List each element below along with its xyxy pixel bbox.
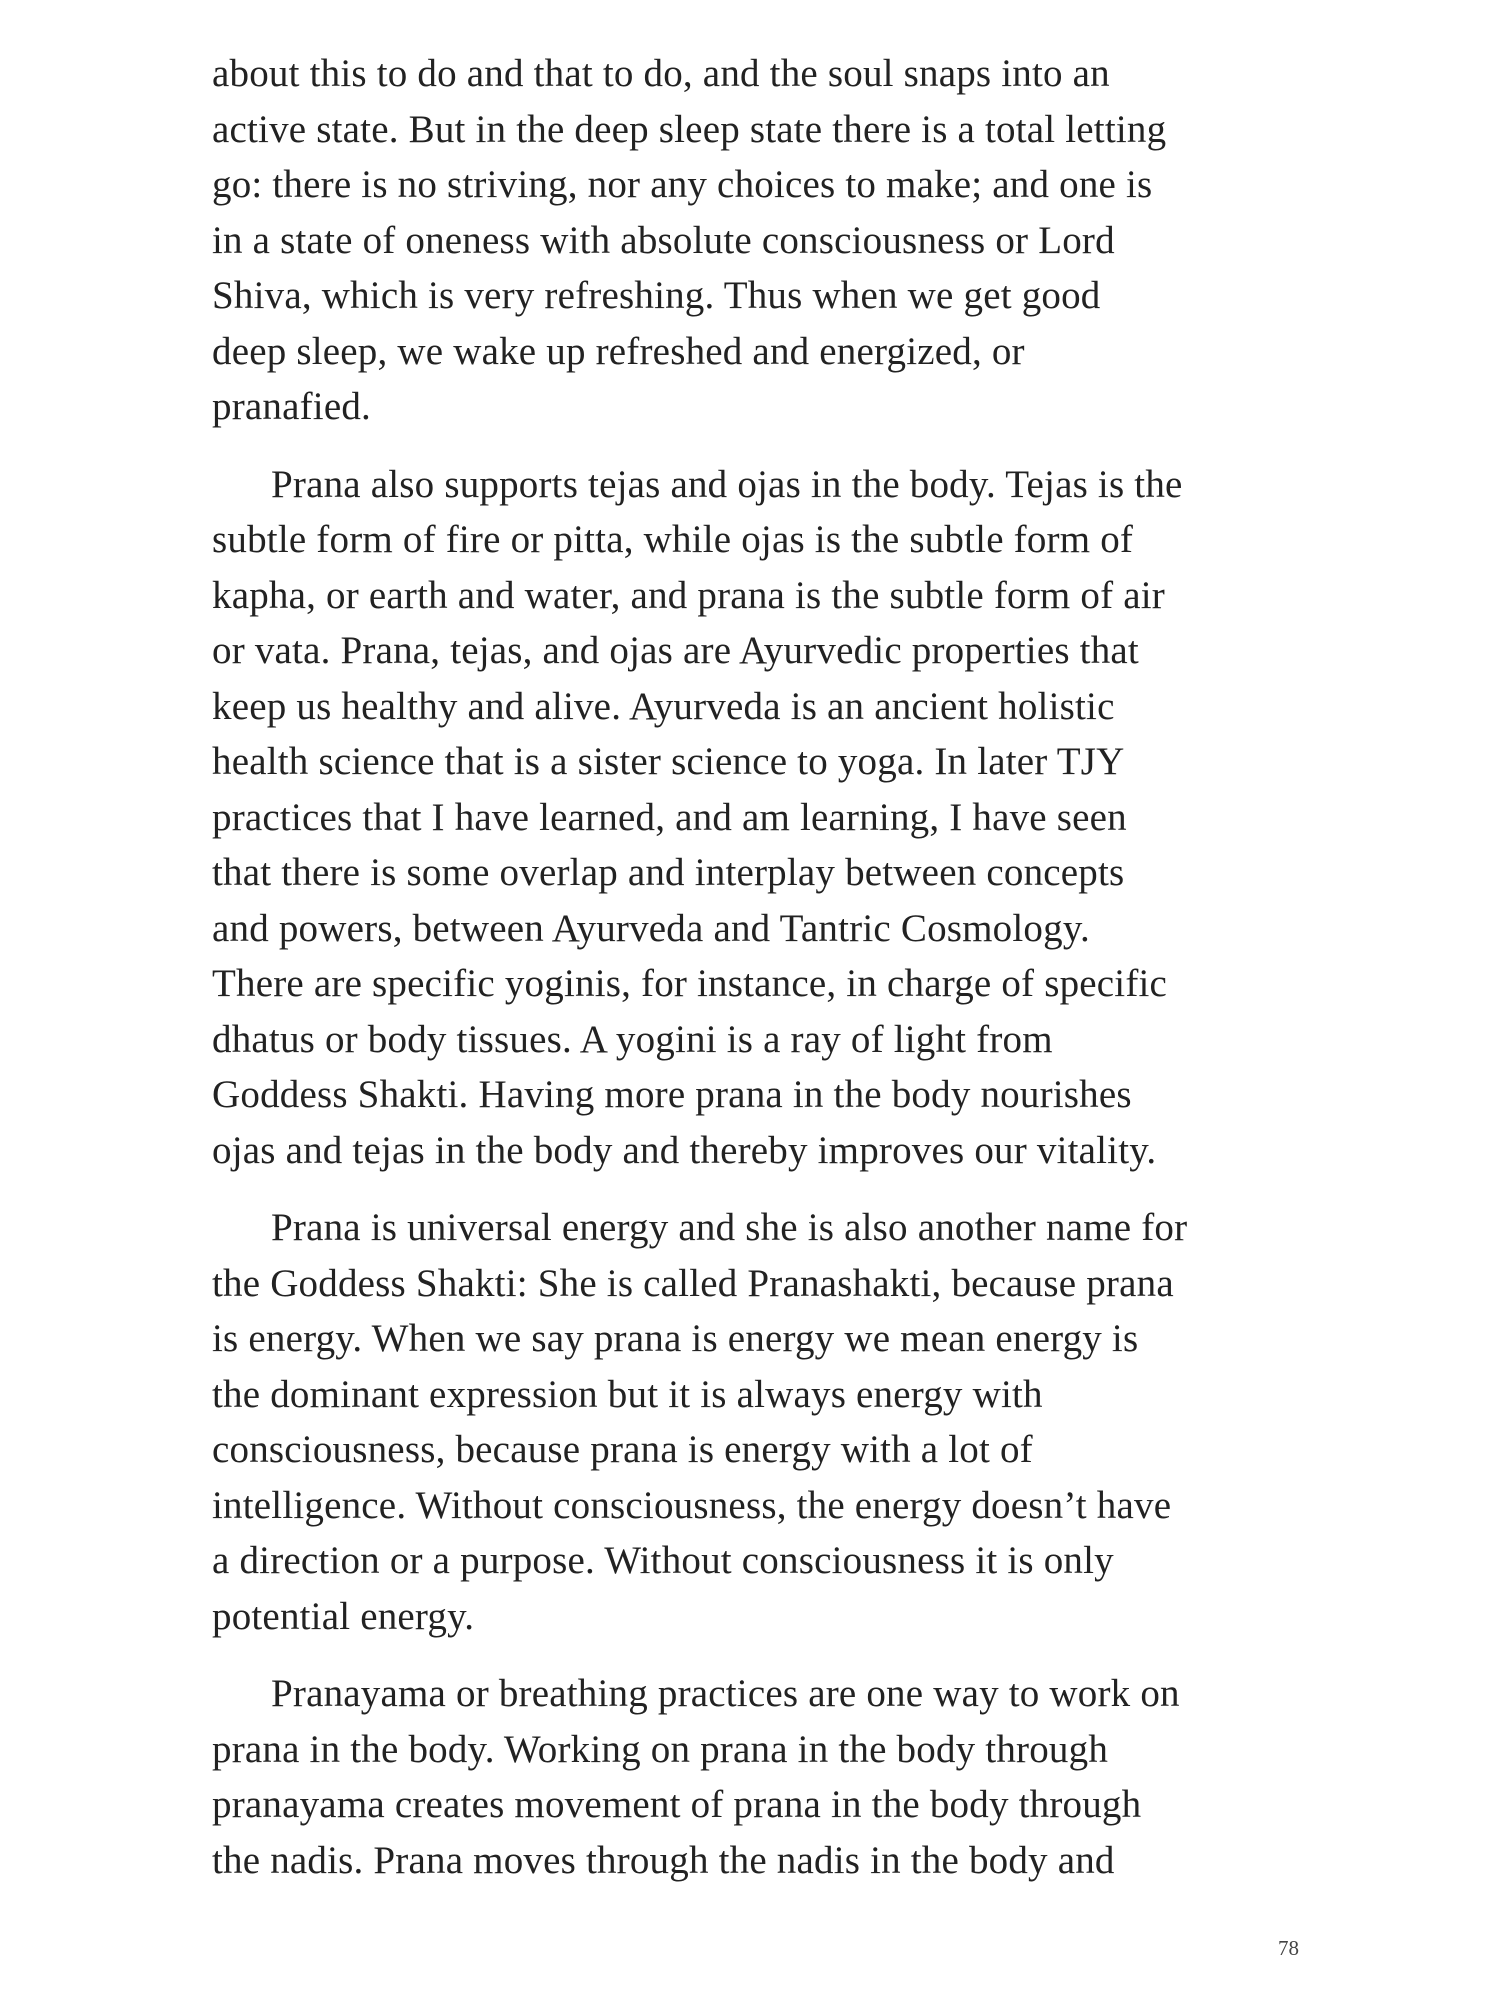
text-line: Prana is universal energy and she is also another name for	[271, 1206, 1188, 1249]
text-line: that there is some overlap and interplay between concepts	[212, 851, 1125, 894]
text-line: deep sleep, we wake up refreshed and energized, or	[212, 329, 1025, 373]
text-line: consciousness, because prana is energy with a lot of	[212, 1428, 1033, 1471]
text-line: about this to do and that to do, and the soul snaps into an	[212, 52, 1110, 95]
page-number: 78	[1278, 1936, 1299, 1960]
text-line: Prana also supports tejas and ojas in the body. Tejas is the	[271, 462, 1183, 506]
text-line: Goddess Shakti. Having more prana in the body nourishes	[212, 1073, 1132, 1116]
paragraph-spacer	[212, 1178, 1332, 1200]
text-line: dhatus or body tissues. A yogini is a ray of light from	[212, 1017, 1053, 1061]
text-line: or vata. Prana, tejas, and ojas are Ayurvedic properties that	[212, 629, 1139, 672]
paragraph-2	[212, 457, 1332, 1179]
text-line: subtle form of fire or pitta, while ojas is the subtle form of	[212, 518, 1134, 561]
text-line: health science that is a sister science to yoga. In later TJY	[212, 740, 1125, 783]
text-line: pranayama creates movement of prana in the body through	[212, 1783, 1142, 1826]
text-line: kapha, or earth and water, and prana is the subtle form of air	[212, 573, 1165, 617]
text-line: active state. But in the deep sleep state there is a total letting	[212, 107, 1167, 151]
text-line: is energy. When we say prana is energy we mean energy is	[212, 1317, 1139, 1360]
text-line: intelligence. Without consciousness, the energy doesn’t have	[212, 1483, 1172, 1527]
text-line: practices that I have learned, and am learning, I have seen	[212, 795, 1127, 839]
text-line: prana in the body. Working on prana in the body through	[212, 1727, 1109, 1771]
body-text	[212, 46, 1332, 1888]
text-line: the dominant expression but it is always energy with	[212, 1372, 1043, 1416]
text-line: ojas and tejas in the body and thereby improves our vitality.	[212, 1128, 1157, 1172]
text-line: There are specific yoginis, for instance, in charge of specific	[212, 962, 1168, 1005]
paragraph-1	[212, 46, 1332, 435]
text-line: the nadis. Prana moves through the nadis in the body and	[212, 1838, 1115, 1882]
text-line: keep us healthy and alive. Ayurveda is an ancient holistic	[212, 684, 1115, 728]
paragraph-spacer	[212, 435, 1332, 457]
text-line: Shiva, which is very refreshing. Thus when we get good	[212, 274, 1101, 317]
text-line: and powers, between Ayurveda and Tantric Cosmology.	[212, 906, 1090, 950]
paragraph-3	[212, 1200, 1332, 1644]
text-line: pranafied.	[212, 385, 371, 428]
paragraph-spacer	[212, 1644, 1332, 1666]
paragraph-4	[212, 1666, 1332, 1888]
text-line: a direction or a purpose. Without consciousness it is only	[212, 1539, 1114, 1582]
text-line: go: there is no striving, nor any choices to make; and one is	[212, 163, 1153, 206]
text-line: potential energy.	[212, 1594, 475, 1638]
text-line: in a state of oneness with absolute consciousness or Lord	[212, 218, 1115, 262]
text-line: Pranayama or breathing practices are one way to work on	[271, 1672, 1180, 1715]
text-line: the Goddess Shakti: She is called Pranashakti, because prana	[212, 1261, 1174, 1305]
